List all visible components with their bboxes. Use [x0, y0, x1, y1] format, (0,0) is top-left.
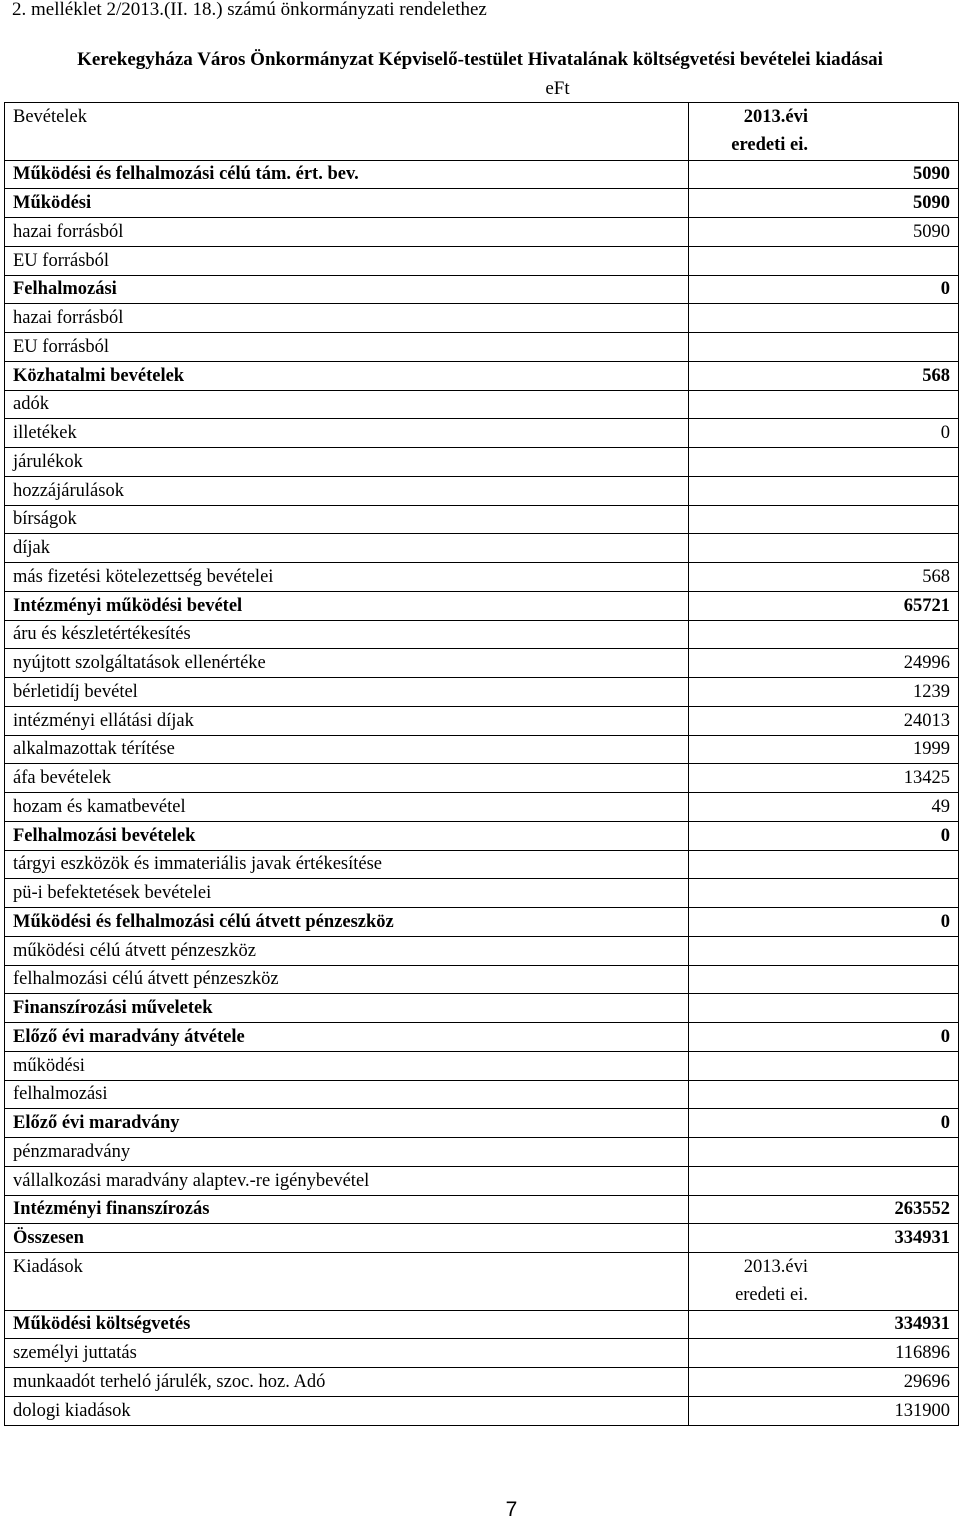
revenue-item-value: 5090 — [689, 160, 959, 189]
revenue-row — [5, 1138, 959, 1167]
revenue-item-value: 568 — [689, 563, 959, 592]
expenditure-item-value: 116896 — [689, 1339, 959, 1368]
revenue-item-value: 0 — [689, 419, 959, 448]
revenue-item-label: működési célú átvett pénzeszköz — [5, 936, 689, 965]
revenue-item-label: Felhalmozási bevételek — [5, 821, 689, 850]
revenue-row — [5, 505, 959, 534]
revenue-item-label: EU forrásból — [5, 333, 689, 362]
revenue-item-label: Működési — [5, 189, 689, 218]
revenue-item-value — [689, 390, 959, 419]
revenue-item-label: bérletidíj bevétel — [5, 678, 689, 707]
page-number: 7 — [505, 1498, 518, 1521]
revenue-item-value — [689, 1080, 959, 1109]
revenue-item-value: 65721 — [689, 591, 959, 620]
revenue-item-value: 5090 — [689, 218, 959, 247]
revenue-item-label: bírságok — [5, 505, 689, 534]
revenue-row — [5, 1224, 959, 1253]
revenue-item-label: Közhatalmi bevételek — [5, 361, 689, 390]
revenue-item-label: Finanszírozási műveletek — [5, 994, 689, 1023]
revenue-item-value — [689, 505, 959, 534]
revenue-row — [5, 620, 959, 649]
revenue-item-value — [689, 476, 959, 505]
revenue-row — [5, 908, 959, 937]
expenditure-item-label: dologi kiadások — [5, 1396, 689, 1425]
revenue-row — [5, 419, 959, 448]
revenue-item-value: 334931 — [689, 1224, 959, 1253]
revenue-item-value: 568 — [689, 361, 959, 390]
revenue-year-header-2: eredeti ei. — [689, 131, 959, 160]
expenditure-item-value: 29696 — [689, 1368, 959, 1397]
revenue-item-value: 1999 — [689, 735, 959, 764]
expenditure-year-header-2: eredeti ei. — [689, 1281, 959, 1310]
revenue-item-value: 5090 — [689, 189, 959, 218]
revenue-item-label: felhalmozási célú átvett pénzeszköz — [5, 965, 689, 994]
revenue-row — [5, 448, 959, 477]
revenue-item-label: vállalkozási maradvány alaptev.-re igénybevétel — [5, 1166, 689, 1195]
expenditure-row — [5, 1368, 959, 1397]
revenue-item-label: más fizetési kötelezettség bevételei — [5, 563, 689, 592]
revenue-item-label: Felhalmozási — [5, 275, 689, 304]
revenue-item-value: 24013 — [689, 706, 959, 735]
unit-label: eFt — [545, 78, 570, 99]
revenue-row — [5, 678, 959, 707]
revenue-item-value: 49 — [689, 793, 959, 822]
expenditure-item-label: személyi juttatás — [5, 1339, 689, 1368]
page-title: Kerekegyháza Város Önkormányzat Képviselő-testület Hivatalának költségvetési bevételei kiadásai — [77, 49, 883, 70]
revenue-header-row — [5, 103, 959, 132]
revenue-item-label: tárgyi eszközök és immateriális javak értékesítése — [5, 850, 689, 879]
revenue-item-label: hozam és kamatbevétel — [5, 793, 689, 822]
revenue-row — [5, 246, 959, 275]
revenue-item-value — [689, 850, 959, 879]
revenue-row — [5, 534, 959, 563]
expenditure-row — [5, 1396, 959, 1425]
revenue-item-label: Intézményi finanszírozás — [5, 1195, 689, 1224]
revenue-item-value — [689, 879, 959, 908]
revenue-row — [5, 735, 959, 764]
revenue-item-label: adók — [5, 390, 689, 419]
revenue-item-value: 0 — [689, 821, 959, 850]
revenue-item-label: alkalmazottak térítése — [5, 735, 689, 764]
revenue-item-label: Összesen — [5, 1224, 689, 1253]
revenue-item-value: 0 — [689, 1109, 959, 1138]
budget-table-body — [5, 103, 959, 1426]
revenue-row — [5, 1051, 959, 1080]
revenue-item-value — [689, 1166, 959, 1195]
budget-table — [4, 102, 959, 1426]
revenue-item-label: Előző évi maradvány — [5, 1109, 689, 1138]
revenue-year-header-1: 2013.évi — [689, 103, 959, 132]
revenue-row — [5, 1023, 959, 1052]
revenue-item-value — [689, 304, 959, 333]
revenue-section-label: Bevételek — [5, 103, 689, 132]
revenue-row — [5, 879, 959, 908]
expenditure-item-value: 131900 — [689, 1396, 959, 1425]
revenue-item-label: Működési és felhalmozási célú tám. ért. bev. — [5, 160, 689, 189]
revenue-item-label: Működési és felhalmozási célú átvett pénzeszköz — [5, 908, 689, 937]
revenue-row — [5, 361, 959, 390]
revenue-item-value — [689, 534, 959, 563]
expenditure-item-label: Működési költségvetés — [5, 1310, 689, 1339]
expenditure-item-label: munkaadót terheló járulék, szoc. hoz. Adó — [5, 1368, 689, 1397]
revenue-item-label: nyújtott szolgáltatások ellenértéke — [5, 649, 689, 678]
revenue-row — [5, 965, 959, 994]
revenue-item-value — [689, 448, 959, 477]
revenue-item-label: áru és készletértékesítés — [5, 620, 689, 649]
revenue-item-value: 1239 — [689, 678, 959, 707]
revenue-row — [5, 1080, 959, 1109]
revenue-row — [5, 275, 959, 304]
revenue-row — [5, 649, 959, 678]
revenue-item-label: intézményi ellátási díjak — [5, 706, 689, 735]
expenditure-header-blank — [5, 1281, 689, 1310]
revenue-item-label: hozzájárulások — [5, 476, 689, 505]
revenue-row — [5, 218, 959, 247]
revenue-item-value — [689, 246, 959, 275]
revenue-row — [5, 1109, 959, 1138]
revenue-item-label: pénzmaradvány — [5, 1138, 689, 1167]
revenue-row — [5, 936, 959, 965]
revenue-item-value — [689, 333, 959, 362]
revenue-row — [5, 850, 959, 879]
expenditure-row — [5, 1310, 959, 1339]
revenue-row — [5, 821, 959, 850]
revenue-item-value: 263552 — [689, 1195, 959, 1224]
revenue-row — [5, 160, 959, 189]
revenue-item-value — [689, 1138, 959, 1167]
revenue-row — [5, 563, 959, 592]
revenue-item-value: 0 — [689, 908, 959, 937]
revenue-row — [5, 390, 959, 419]
revenue-item-label: járulékok — [5, 448, 689, 477]
revenue-row — [5, 304, 959, 333]
revenue-row — [5, 706, 959, 735]
revenue-item-label: illetékek — [5, 419, 689, 448]
revenue-header-row-2 — [5, 131, 959, 160]
revenue-row — [5, 333, 959, 362]
revenue-item-value: 24996 — [689, 649, 959, 678]
expenditure-section-label: Kiadások — [5, 1253, 689, 1282]
revenue-item-value — [689, 620, 959, 649]
revenue-item-value — [689, 936, 959, 965]
revenue-item-value: 13425 — [689, 764, 959, 793]
revenue-item-label: díjak — [5, 534, 689, 563]
revenue-item-value — [689, 994, 959, 1023]
expenditure-item-value: 334931 — [689, 1310, 959, 1339]
revenue-item-value: 0 — [689, 1023, 959, 1052]
revenue-item-value — [689, 1051, 959, 1080]
revenue-item-label: áfa bevételek — [5, 764, 689, 793]
revenue-row — [5, 1195, 959, 1224]
revenue-item-label: hazai forrásból — [5, 304, 689, 333]
revenue-item-label: Intézményi működési bevétel — [5, 591, 689, 620]
expenditure-row — [5, 1339, 959, 1368]
revenue-row — [5, 793, 959, 822]
revenue-item-label: Előző évi maradvány átvétele — [5, 1023, 689, 1052]
expenditure-header-row — [5, 1253, 959, 1282]
revenue-item-value — [689, 965, 959, 994]
annex-note: 2. melléklet 2/2013.(II. 18.) számú önkormányzati rendelethez — [12, 0, 487, 20]
revenue-row — [5, 476, 959, 505]
expenditure-year-header-1: 2013.évi — [689, 1253, 959, 1282]
revenue-item-value: 0 — [689, 275, 959, 304]
revenue-row — [5, 591, 959, 620]
revenue-item-label: pü-i befektetések bevételei — [5, 879, 689, 908]
revenue-row — [5, 764, 959, 793]
revenue-row — [5, 189, 959, 218]
revenue-row — [5, 994, 959, 1023]
revenue-row — [5, 1166, 959, 1195]
revenue-item-label: működési — [5, 1051, 689, 1080]
revenue-item-label: felhalmozási — [5, 1080, 689, 1109]
expenditure-header-row-2 — [5, 1281, 959, 1310]
revenue-header-blank — [5, 131, 689, 160]
revenue-item-label: EU forrásból — [5, 246, 689, 275]
revenue-item-label: hazai forrásból — [5, 218, 689, 247]
